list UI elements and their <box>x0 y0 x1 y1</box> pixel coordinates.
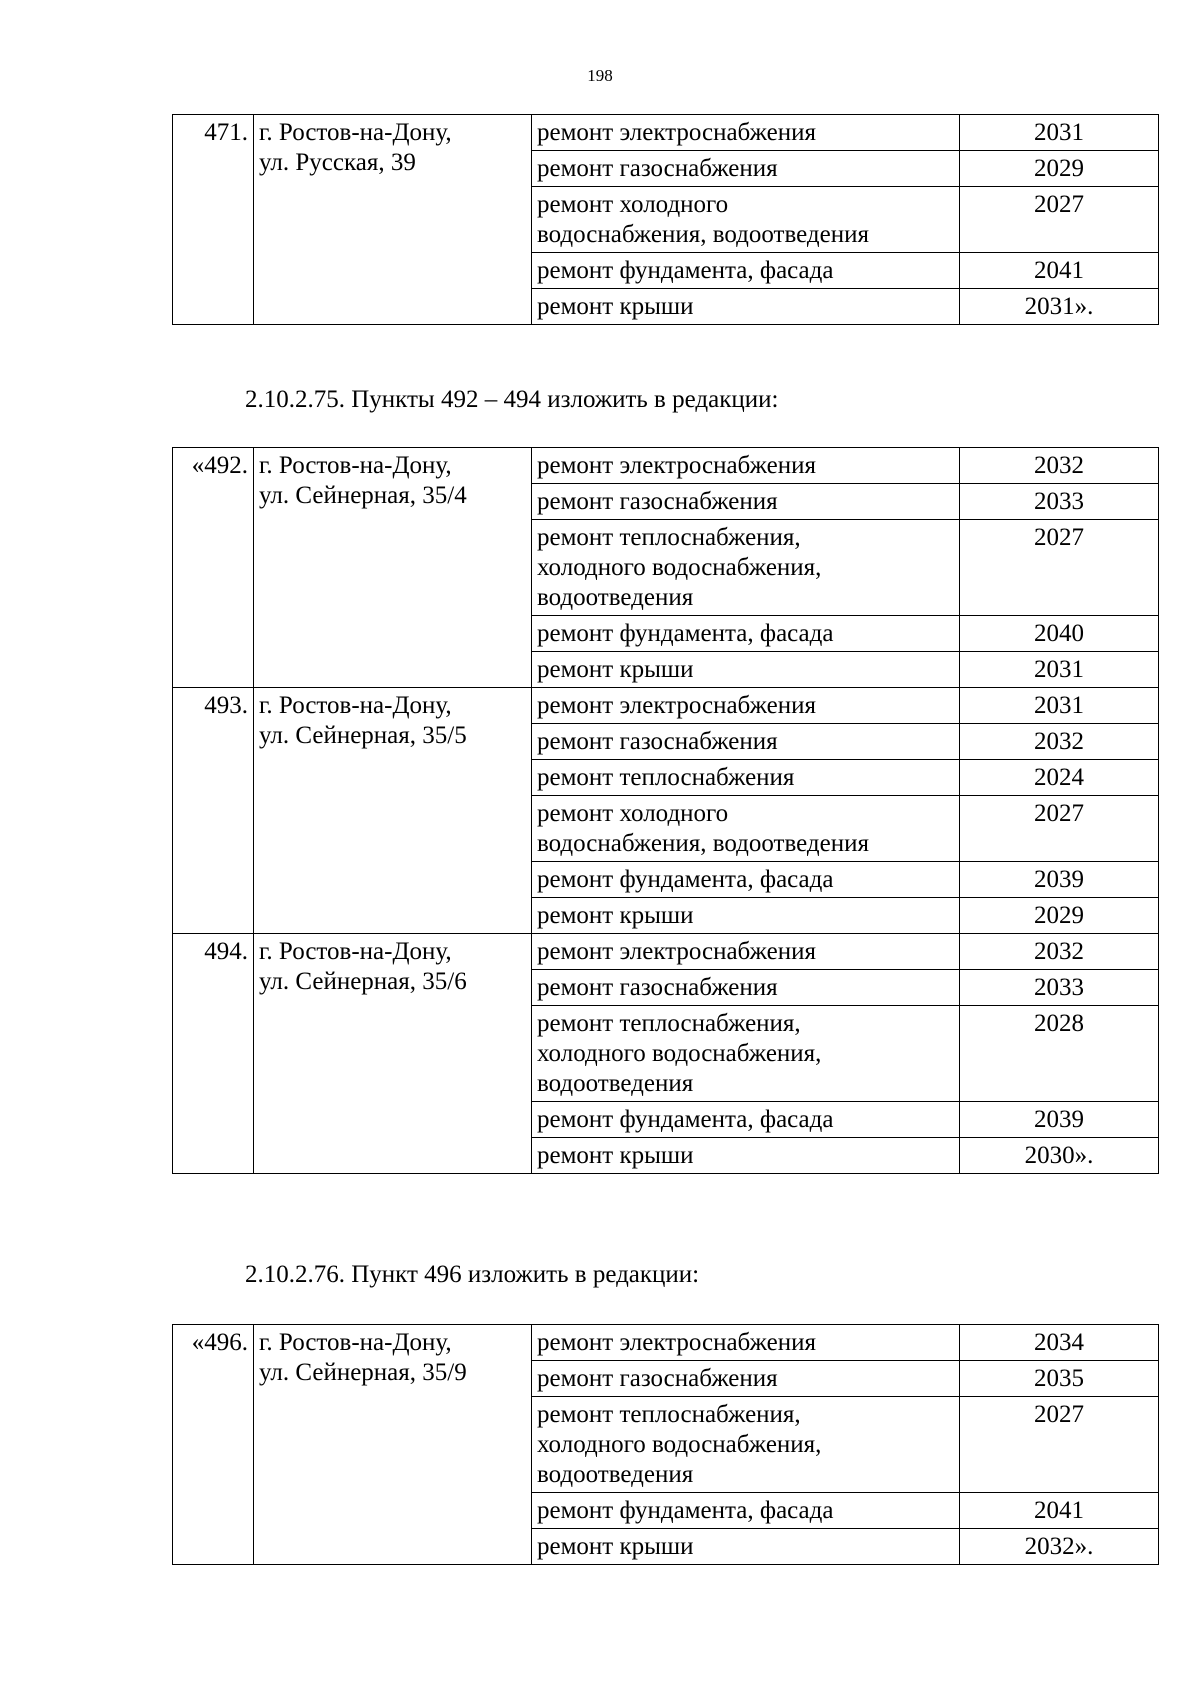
work-year: 2040 <box>960 616 1159 652</box>
work-year: 2041 <box>960 253 1159 289</box>
work-year: 2041 <box>960 1493 1159 1529</box>
item-number: «496. <box>173 1325 254 1565</box>
item-number: 471. <box>173 115 254 325</box>
work-type: ремонт газоснабжения <box>532 1361 960 1397</box>
work-year: 2033 <box>960 970 1159 1006</box>
item-number: 494. <box>173 934 254 1174</box>
work-type: ремонт теплоснабжения, холодного водоснабжения, водоотведения <box>532 1006 960 1102</box>
item-number: «492. <box>173 448 254 688</box>
work-type: ремонт газоснабжения <box>532 970 960 1006</box>
schedule-table-3 <box>172 1324 1159 1565</box>
item-address: г. Ростов-на-Дону, ул. Сейнерная, 35/9 <box>254 1325 532 1565</box>
work-year: 2032 <box>960 934 1159 970</box>
item-number: 493. <box>173 688 254 934</box>
work-year: 2032». <box>960 1529 1159 1565</box>
work-year: 2027 <box>960 187 1159 253</box>
work-year: 2033 <box>960 484 1159 520</box>
work-year: 2027 <box>960 520 1159 616</box>
table-row <box>173 688 1159 724</box>
work-type: ремонт фундамента, фасада <box>532 253 960 289</box>
work-year: 2034 <box>960 1325 1159 1361</box>
work-year: 2039 <box>960 1102 1159 1138</box>
work-type: ремонт крыши <box>532 1529 960 1565</box>
work-year: 2039 <box>960 862 1159 898</box>
item-address: г. Ростов-на-Дону, ул. Сейнерная, 35/4 <box>254 448 532 688</box>
work-year: 2031 <box>960 688 1159 724</box>
page-number: 198 <box>587 66 613 85</box>
work-year: 2027 <box>960 796 1159 862</box>
table-row <box>173 934 1159 970</box>
work-year: 2029 <box>960 898 1159 934</box>
work-type: ремонт теплоснабжения <box>532 760 960 796</box>
work-year: 2024 <box>960 760 1159 796</box>
work-type: ремонт электроснабжения <box>532 448 960 484</box>
work-year: 2030». <box>960 1138 1159 1174</box>
work-type: ремонт крыши <box>532 289 960 325</box>
work-type: ремонт электроснабжения <box>532 115 960 151</box>
section-heading-2-10-2-76: 2.10.2.76. Пункт 496 изложить в редакции: <box>245 1261 700 1288</box>
work-year: 2027 <box>960 1397 1159 1493</box>
work-type: ремонт фундамента, фасада <box>532 616 960 652</box>
work-year: 2031 <box>960 115 1159 151</box>
work-type: ремонт электроснабжения <box>532 1325 960 1361</box>
work-year: 2031». <box>960 289 1159 325</box>
work-type: ремонт электроснабжения <box>532 934 960 970</box>
work-type: ремонт газоснабжения <box>532 151 960 187</box>
schedule-table-1 <box>172 114 1159 325</box>
table-row <box>173 115 1159 151</box>
work-type: ремонт электроснабжения <box>532 688 960 724</box>
work-type: ремонт крыши <box>532 1138 960 1174</box>
work-type: ремонт фундамента, фасада <box>532 1102 960 1138</box>
item-address: г. Ростов-на-Дону, ул. Русская, 39 <box>254 115 532 325</box>
table-row <box>173 1325 1159 1361</box>
work-year: 2032 <box>960 724 1159 760</box>
work-type: ремонт холодного водоснабжения, водоотведения <box>532 187 960 253</box>
work-year: 2035 <box>960 1361 1159 1397</box>
work-type: ремонт теплоснабжения, холодного водоснабжения, водоотведения <box>532 1397 960 1493</box>
work-type: ремонт холодного водоснабжения, водоотведения <box>532 796 960 862</box>
work-type: ремонт газоснабжения <box>532 724 960 760</box>
work-type: ремонт теплоснабжения, холодного водоснабжения, водоотведения <box>532 520 960 616</box>
table-row <box>173 448 1159 484</box>
work-type: ремонт фундамента, фасада <box>532 1493 960 1529</box>
work-type: ремонт крыши <box>532 652 960 688</box>
work-type: ремонт газоснабжения <box>532 484 960 520</box>
work-year: 2031 <box>960 652 1159 688</box>
section-heading-2-10-2-75: 2.10.2.75. Пункты 492 – 494 изложить в редакции: <box>245 386 779 413</box>
item-address: г. Ростов-на-Дону, ул. Сейнерная, 35/6 <box>254 934 532 1174</box>
work-type: ремонт крыши <box>532 898 960 934</box>
work-year: 2029 <box>960 151 1159 187</box>
item-address: г. Ростов-на-Дону, ул. Сейнерная, 35/5 <box>254 688 532 934</box>
work-type: ремонт фундамента, фасада <box>532 862 960 898</box>
schedule-table-2 <box>172 447 1159 1174</box>
work-year: 2032 <box>960 448 1159 484</box>
work-year: 2028 <box>960 1006 1159 1102</box>
